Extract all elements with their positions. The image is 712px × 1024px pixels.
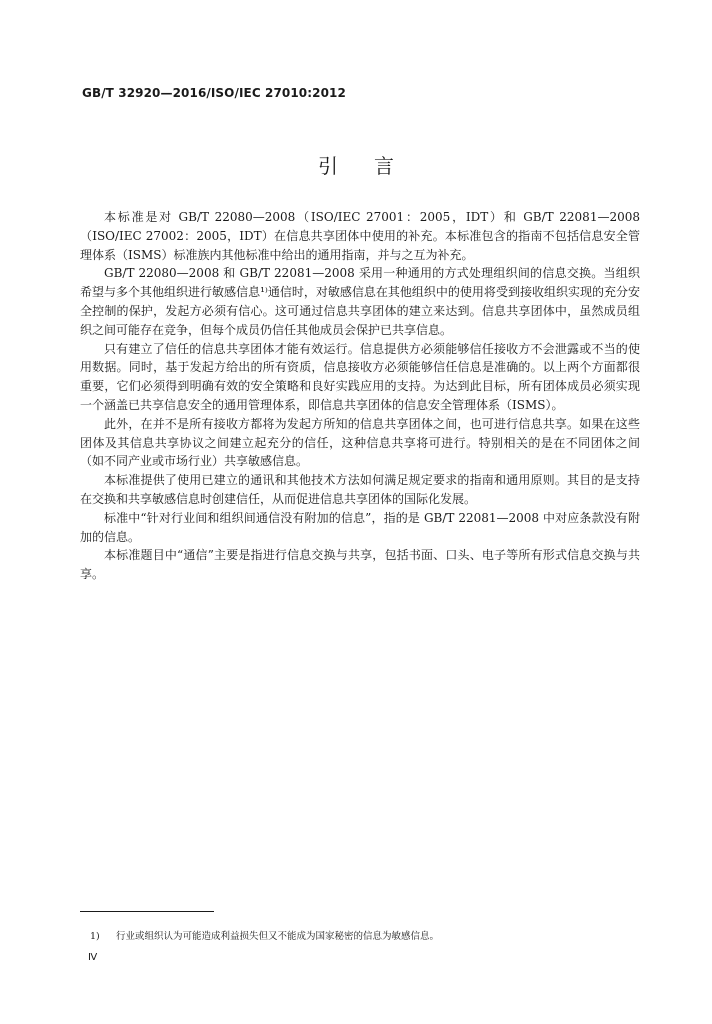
- standard-number-header: GB/T 32920—2016/ISO/IEC 27010:2012: [82, 86, 346, 100]
- page-number: Ⅳ: [88, 952, 98, 963]
- paragraph-5: 本标准提供了使用已建立的通讯和其他技术方法如何满足规定要求的指南和通用原则。其目的是支持在交换和共享敏感信息时创建信任，从而促进信息共享团体的国际化发展。: [80, 473, 640, 506]
- paragraph-6: 标准中“针对行业间和组织间通信没有附加的信息”，指的是 GB/T 22081—2008 中对应条款没有附加的信息。: [80, 510, 640, 544]
- paragraph-3: 只有建立了信任的信息共享团体才能有效运行。信息提供方必须能够信任接收方不会泄露或不当的使用数据。同时，基于发起方给出的所有资质，信息接收方必须能够信任信息是准确的。以上两个方面都很重要，它们必须得到明确有效的安全策略和良好实践应用的支持。为达到此目标，所有团体成员必须实现一个涵盖已共享信息安全的通用管理体系，即信息共享团体的信息安全管理体系（ISMS）。: [80, 341, 640, 412]
- footnote-marker: 1): [90, 931, 100, 942]
- section-title: 引言: [318, 154, 430, 178]
- paragraph-7: 本标准题目中“通信”主要是指进行信息交换与共享，包括书面、口头、电子等所有形式信息交换与共享。: [80, 548, 640, 582]
- paragraph-1: 本标准是对 GB/T 22080—2008（ISO/IEC 27001：2005，IDT）和 GB/T 22081—2008（ISO/IEC 27002：2005，IDT）在信息共享团体中使用的补充。本标准包含的指南不包括信息安全管理体系（ISMS）标准族内其他标准中给出的通用指南，并与之互为补充。: [80, 210, 640, 262]
- footnote-text: 行业或组织认为可能造成利益损失但又不能成为国家秘密的信息为敏感信息。: [116, 931, 440, 942]
- body-text: [80, 208, 640, 584]
- footnote-divider: [80, 911, 214, 912]
- paragraph-4: 此外，在并不是所有接收方都将为发起方所知的信息共享团体之间，也可进行信息共享。如果在这些团体及其信息共享协议之间建立起充分的信任，这种信息共享将可进行。特别相关的是在不同团体之间（如不同产业或市场行业）共享敏感信息。: [80, 416, 640, 469]
- paragraph-2: GB/T 22080—2008 和 GB/T 22081—2008 采用一种通用的方式处理组织间的信息交换。当组织希望与多个其他组织进行敏感信息¹⁾通信时，对敏感信息在其他组织中的使用将受到接收组织实现的充分安全控制的保护，发起方必须有信心。这可通过信息共享团体的建立来达到。信息共享团体中，虽然成员组织之间可能存在竞争，但每个成员仍信任其他成员会保护已共享信息。: [80, 266, 640, 337]
- footnote: [90, 930, 630, 943]
